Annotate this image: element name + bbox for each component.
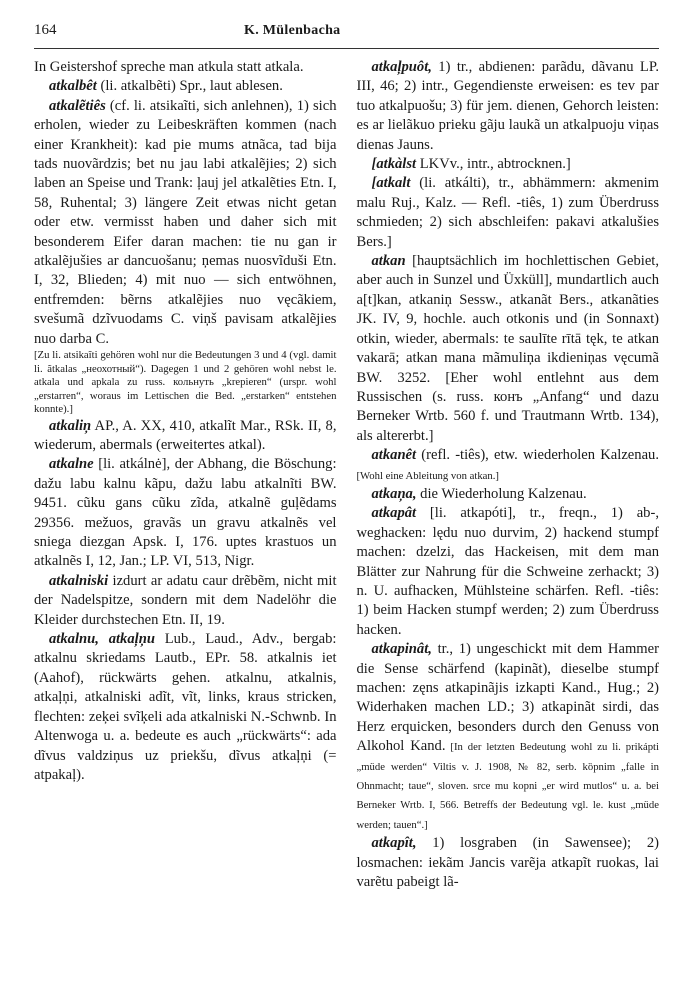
entry-headword: [atkàlst	[371, 156, 417, 173]
dictionary-entry	[34, 630, 337, 785]
entry-text: 1) tr., abdienen: parãdu, dãvanu LP. III, 46; 2) intr., Gegendienste erweisen: es tev par tuo atkalpuošu; 3) für jem. dienen, Gehorch leisten: es ar lielãkuo prieku gãju laukã un atkalpuoju viņas dienas Jauns.	[356, 59, 659, 153]
entry-text: Lub., Laud., Adv., bergab: atkalnu skriedams Lautb., EPr. 58. atkalnis iet (Aahof), rückwärts gehen. atkalnu, atkalnis, atkaļņi, atkalniski adĩt, vĩt, links, kraus stricken, flechten: zeķei svĩķeli ada atkalniski N.-Schwnb. In Altenwoga u. a. bedeute es auch „rückwärts“: ada dĩvus valdziņus uz priekšu, dĩvus atkaļņi (= atpakaļ).	[34, 631, 337, 783]
entry-text: [li. atkálnė], der Abhang, die Böschung: dažu labu kalnu kãpu, dažu labu atkalnĩti BW. 9451. cũku gans cũku zĩda, atkalnẽ guļẽdams 29356. mežuos, gravãs un gravu atkalnẽs vel sniega diezgan Apsk. I, 176. uptes krastuos un atkalnẽs I, 12, Jan.; LP. VI, 513, Nigr.	[34, 456, 337, 570]
dictionary-entry	[357, 485, 660, 504]
entry-headword: atkapât	[371, 505, 417, 522]
dictionary-entry	[357, 174, 660, 252]
dictionary-entry	[34, 455, 337, 571]
entry-headword: atkalẽtiês	[49, 97, 106, 114]
entry-text: [hauptsächlich im hochlettischen Gebiet, aber auch in Sunzel und Üxküll], mundartlich auch a[t]kan, atkaniņ Sessw., atkanãt Bers., atkanãties JK. IV, 9, hochle. auch otkonis und (in Sonnaxt) otkin, wieder, abermals: te saulīte rītā tęk, te atkan vakarā; atkan mana mãmuliņa ikdieniņas vęcumã BW. 3252. [Eher wohl entlehnt aus dem Russischen (s. russ. конъ „Anfang“ und dazu Berneker Wrtb. 560 f. und Trautmann Wrtb. 134), als altererbt.]	[356, 253, 659, 444]
dictionary-entry	[357, 58, 660, 155]
entry-text: (cf. li. atsikaĩti, sich anlehnen), 1) sich erholen, wieder zu Leibeskräften kommen (nach einer Krankheit): kad pie mums atnãca, tad bija tads nuovãrdzis; bet nu jau labi atkalẽjies; 2) sich laben an Speise und Trank: ļauj jel atkalẽties Etn. I, 58, Ruhental; 3) längere Zeit etwas nicht getan oder etw. vermisst haben und daher sich mit besonderem Eifer daran machen: tie nu gan ir atkalẽjušies ar dancuošanu; ņemas nuosvĩduši Etn. I, 32, Blieden; 4) mit nuo — sich entwöhnen, entfremden: bẽrns atkalẽjies nuo vęcãkiem, svešumã dzĩvuodams C. viņš pavisam atkalẽjies nuo darba C.	[34, 97, 337, 347]
running-title: K. Mülenbacha	[244, 23, 341, 38]
right-column	[357, 58, 660, 892]
entry-text: (refl. -tiês), etw. wiederholen Kalzenau.	[416, 447, 659, 464]
dictionary-entry	[357, 504, 660, 640]
dictionary-entry	[357, 155, 660, 174]
entry-text: tr., 1) ungeschickt mit dem Hammer die Sense schärfend (kapinãt), dieselbe stumpf machen: zęns atkapinãjis izkapti Kand., Hug.; 2) Widerhaken machen LD.; 3) atkapinãt sirdi, das Herz erquicken, besonders durch den Genuss von Alkohol Kand.	[356, 641, 659, 755]
etymology-note: [In der letzten Bedeutung wohl zu li. prikápti „müde werden“ Viltis v. J. 1908, № 82, serb. kȍpnim „falle in Ohnmacht; taue“, sloven. srce mu kopni „er wird mutlos“ u. a. bei Berneker Wrtb. I, 566. Betreffs der Bedeutung vgl. le. kust „müde werden; tauen“.]	[356, 741, 659, 831]
entry-headword: atkapinât,	[371, 641, 432, 658]
entry-text: LKVv., intr., abtrocknen.]	[416, 156, 571, 173]
entry-headword: atkalnu, atkaļņu	[49, 631, 155, 648]
entry-headword: atkalbêt	[49, 78, 97, 95]
dictionary-entry	[357, 640, 660, 834]
entry-headword: atkaliņ	[49, 417, 92, 434]
entry-headword: [atkalt	[371, 175, 411, 192]
entry-headword: atkanêt	[371, 447, 417, 464]
etymology-note: [Zu li. atsikaĩti gehören wohl nur die Bedeutungen 3 und 4 (vgl. damit li. ãtkalas „неохотный“). Dagegen 1 und 2 gehören wohl nebst le. atkala und apkala zu russ. кольнуть „krepieren“ (urspr. wohl „erstarren“, woraus im Lettischen die Bed. „erstarken“ entstehen konnte).]	[34, 349, 337, 416]
dictionary-entry	[34, 417, 337, 456]
etymology-note: [Wohl eine Ableitung von atkan.]	[356, 469, 499, 482]
entry-text: [li. atkapóti], tr., freqn., 1) ab-, weghacken: lędu nuo durvim, 2) hackend stumpf machen: dzelzi, das Hackeisen, mit dem man Blätter zur Nahrung für die Schweine zerhackt; 3) n. U. aufhacken, Mühlsteine schärfen. Refl. -tiês: 1) beim Hacken stumpf werden; 2) zum Überdruss hacken.	[356, 505, 659, 638]
dictionary-entry: In Geistershof spreche man atkula statt atkala.	[34, 59, 304, 75]
entry-headword: atkaņa,	[371, 485, 417, 502]
entry-headword: atkalne	[49, 456, 94, 473]
dictionary-entry	[34, 77, 337, 96]
page-header	[34, 22, 659, 49]
entry-text: izdurt ar adatu caur drẽbẽm, nicht mit der Nadelspitze, sondern mit dem Nadelöhr die Kleider durchstechen Etn. II, 19.	[34, 572, 337, 628]
dictionary-entry	[34, 572, 337, 630]
dictionary-entry	[357, 834, 660, 892]
entry-text: die Wiederholung Kalzenau.	[416, 485, 587, 502]
entry-headword: atkapît,	[371, 835, 417, 852]
entry-text: (li. atkalbẽti) Spr., laut ablesen.	[96, 78, 283, 95]
dictionary-entry	[34, 97, 337, 349]
text-columns	[34, 58, 659, 892]
entry-text: (li. atkálti), tr., abhämmern: akmenim malu Ruj., Kalz. — Refl. -tiês, 1) zum Überdruss schmieden; 2) sich abschleifen: pakavi atkalušies Bers.]	[356, 175, 659, 250]
dictionary-entry	[357, 252, 660, 446]
page-number: 164	[34, 22, 57, 38]
entry-headword: atkaļpuôt,	[371, 59, 432, 75]
entry-text: AP., A. XX, 410, atkalĩt Mar., RSk. II, 8, wiederum, abermals (erweitertes atkal).	[34, 417, 337, 453]
entry-text: 1) losgraben (in Sawensee); 2) losmachen: iekãm Jancis varẽja atkapĩt ruokas, lai varẽtu pabeigt lã-	[356, 835, 659, 891]
entry-headword: atkan	[371, 253, 406, 270]
left-column	[34, 58, 337, 892]
dictionary-entry	[357, 446, 660, 485]
entry-headword: atkalniski	[49, 572, 109, 589]
